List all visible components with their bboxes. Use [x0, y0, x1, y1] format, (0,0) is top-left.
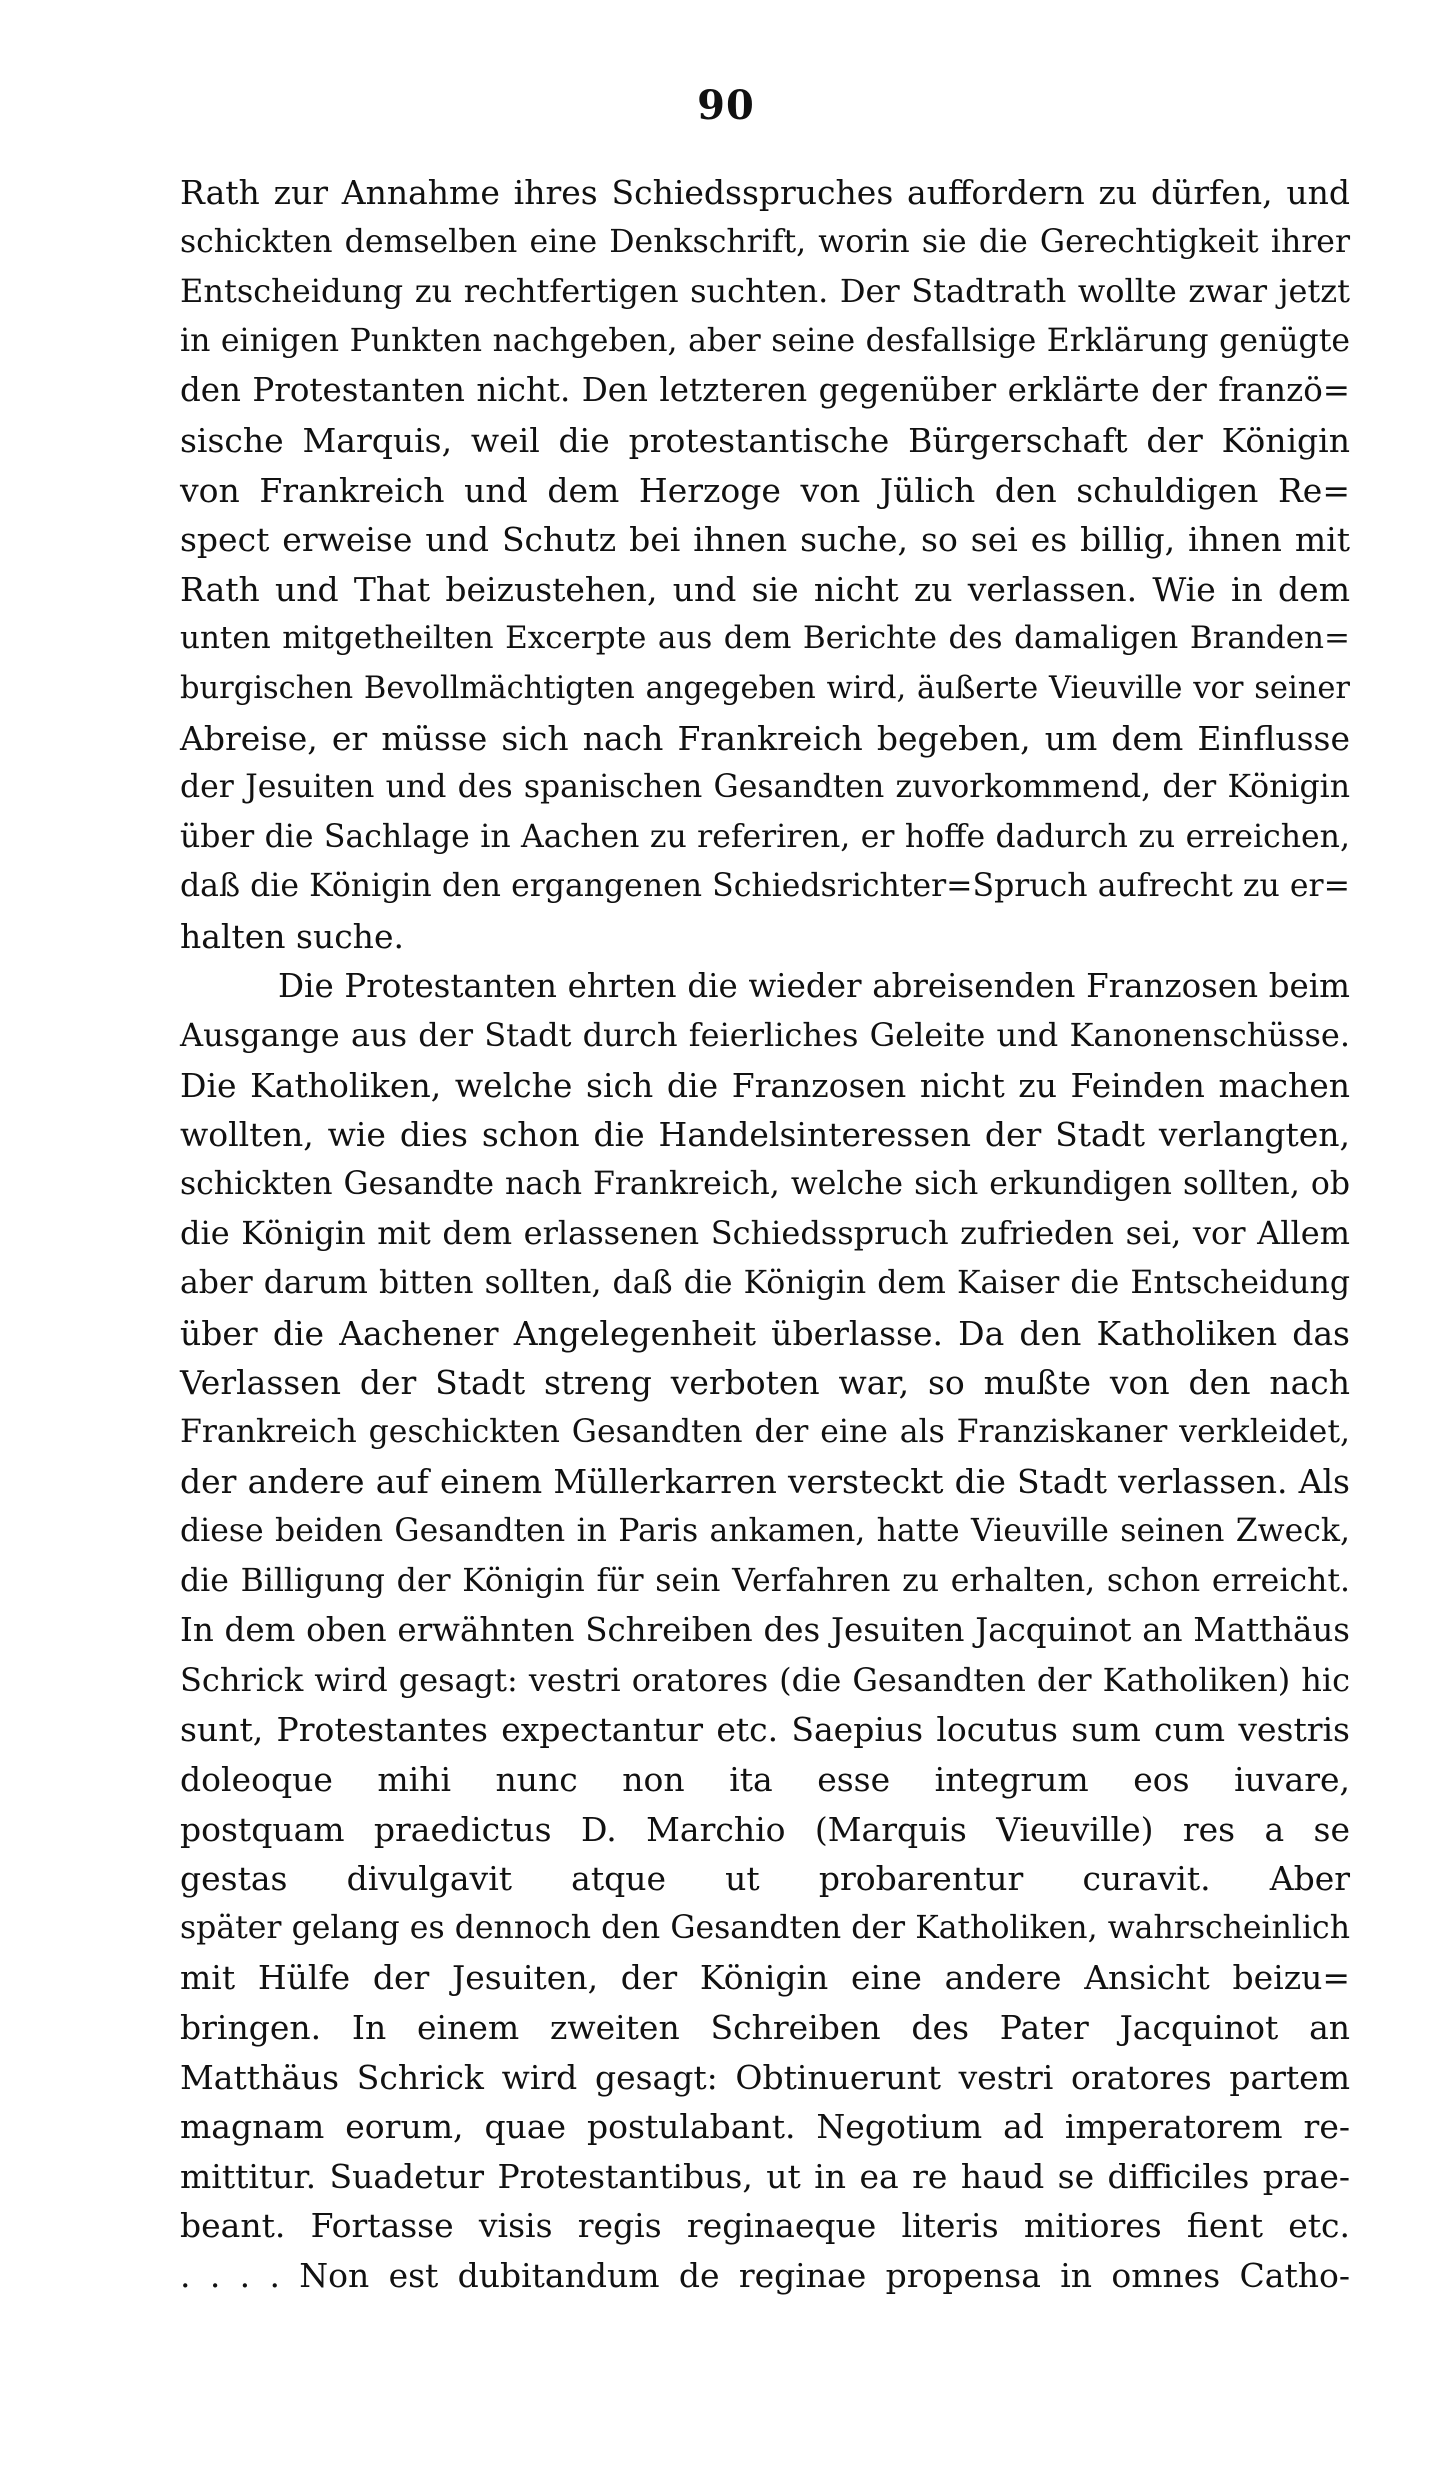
text-line: spect erweise und Schutz bei ihnen suche, so sei es billig, ihnen mit: [180, 520, 1350, 560]
text-line: sunt, Protestantes expectantur etc. Saepius locutus sum cum vestris: [180, 1710, 1350, 1750]
text-line: in einigen Punkten nachgeben, aber seine desfallsige Erklärung genügte: [180, 322, 1350, 359]
body-text: [180, 168, 1350, 2301]
text-line: bringen. In einem zweiten Schreiben des Pater Jacquinot an: [180, 2007, 1350, 2047]
text-line: beant. Fortasse visis regis reginaeque literis mitiores fient etc.: [180, 2206, 1350, 2246]
text-line: daß die Königin den ergangenen Schiedsrichter=Spruch aufrecht zu er=: [180, 868, 1350, 905]
text-line: magnam eorum, quae postulabant. Negotium ad imperatorem re-: [180, 2107, 1350, 2147]
text-line: Die Protestanten ehrten die wieder abreisenden Franzosen beim: [278, 966, 1350, 1005]
page-number: 90: [697, 82, 755, 129]
text-line: von Frankreich und dem Herzoge von Jülich den schuldigen Re=: [180, 470, 1350, 510]
text-line: gestas divulgavit atque ut probarentur curavit. Aber: [180, 1859, 1350, 1899]
text-line: doleoque mihi nunc non ita esse integrum eos iuvare,: [180, 1760, 1350, 1799]
text-line: später gelang es dennoch den Gesandten der Katholiken, wahrscheinlich: [180, 1909, 1350, 1946]
text-line: Schrick wird gesagt: vestri oratores (die Gesandten der Katholiken) hic: [180, 1660, 1350, 1699]
text-line: mit Hülfe der Jesuiten, der Königin eine andere Ansicht beizu=: [180, 1958, 1350, 1998]
text-line: den Protestanten nicht. Den letzteren gegenüber erklärte der franzö=: [180, 371, 1350, 410]
text-line: die Billigung der Königin für sein Verfahren zu erhalten, schon erreicht.: [180, 1562, 1350, 1599]
text-line: In dem oben erwähnten Schreiben des Jesuiten Jacquinot an Matthäus: [180, 1611, 1350, 1650]
text-line: aber darum bitten sollten, daß die Königin dem Kaiser die Entscheidung: [180, 1265, 1350, 1302]
text-line: der Jesuiten und des spanischen Gesandten zuvorkommend, der Königin: [180, 769, 1350, 806]
text-line: über die Sachlage in Aachen zu referiren, er hoffe dadurch zu erreichen,: [180, 818, 1350, 855]
text-line: burgischen Bevollmächtigten angegeben wird, äußerte Vieuville vor seiner: [180, 670, 1350, 706]
text-line: Verlassen der Stadt streng verboten war, so mußte von den nach: [180, 1363, 1350, 1403]
text-line: sische Marquis, weil die protestantische Bürgerschaft der Königin: [180, 420, 1350, 460]
text-line: postquam praedictus D. Marchio (Marquis Vieuville) res a se: [180, 1809, 1350, 1849]
text-line: Ausgange aus der Stadt durch feierliches Geleite und Kanonenschüsse.: [180, 1016, 1350, 1055]
text-line: . . . . Non est dubitandum de reginae propensa in omnes Catho-: [180, 2255, 1350, 2295]
text-line: Frankreich geschickten Gesandten der eine als Franziskaner verkleidet,: [180, 1413, 1350, 1450]
text-line: Entscheidung zu rechtfertigen suchten. Der Stadtrath wollte zwar jetzt: [180, 272, 1350, 311]
text-line: Rath und That beizustehen, und sie nicht zu verlassen. Wie in dem: [180, 569, 1350, 609]
text-line: mittitur. Suadetur Protestantibus, ut in ea re haud se difficiles prae-: [180, 2156, 1350, 2196]
text-line: unten mitgetheilten Excerpte aus dem Berichte des damaligen Branden=: [180, 620, 1350, 657]
text-line: halten suche.: [180, 916, 404, 956]
text-line: schickten demselben eine Denkschrift, worin sie die Gerechtigkeit ihrer: [180, 223, 1350, 260]
text-line: die Königin mit dem erlassenen Schiedsspruch zufrieden sei, vor Allem: [180, 1214, 1350, 1253]
text-line: diese beiden Gesandten in Paris ankamen, hatte Vieuville seinen Zweck,: [180, 1513, 1350, 1550]
text-line: Abreise, er müsse sich nach Frankreich begeben, um dem Einflusse: [180, 718, 1350, 758]
text-line: wollten, wie dies schon die Handelsinteressen der Stadt verlangten,: [180, 1115, 1350, 1155]
text-line: der andere auf einem Müllerkarren versteckt die Stadt verlassen. Als: [180, 1462, 1350, 1502]
text-line: Rath zur Annahme ihres Schiedsspruches auffordern zu dürfen, und: [180, 173, 1350, 212]
text-line: schickten Gesandte nach Frankreich, welche sich erkundigen sollten, ob: [180, 1165, 1350, 1202]
text-line: Matthäus Schrick wird gesagt: Obtinuerunt vestri oratores partem: [180, 2057, 1350, 2097]
text-line: Die Katholiken, welche sich die Franzosen nicht zu Feinden machen: [180, 1065, 1350, 1105]
text-line: über die Aachener Angelegenheit überlasse. Da den Katholiken das: [180, 1313, 1350, 1353]
